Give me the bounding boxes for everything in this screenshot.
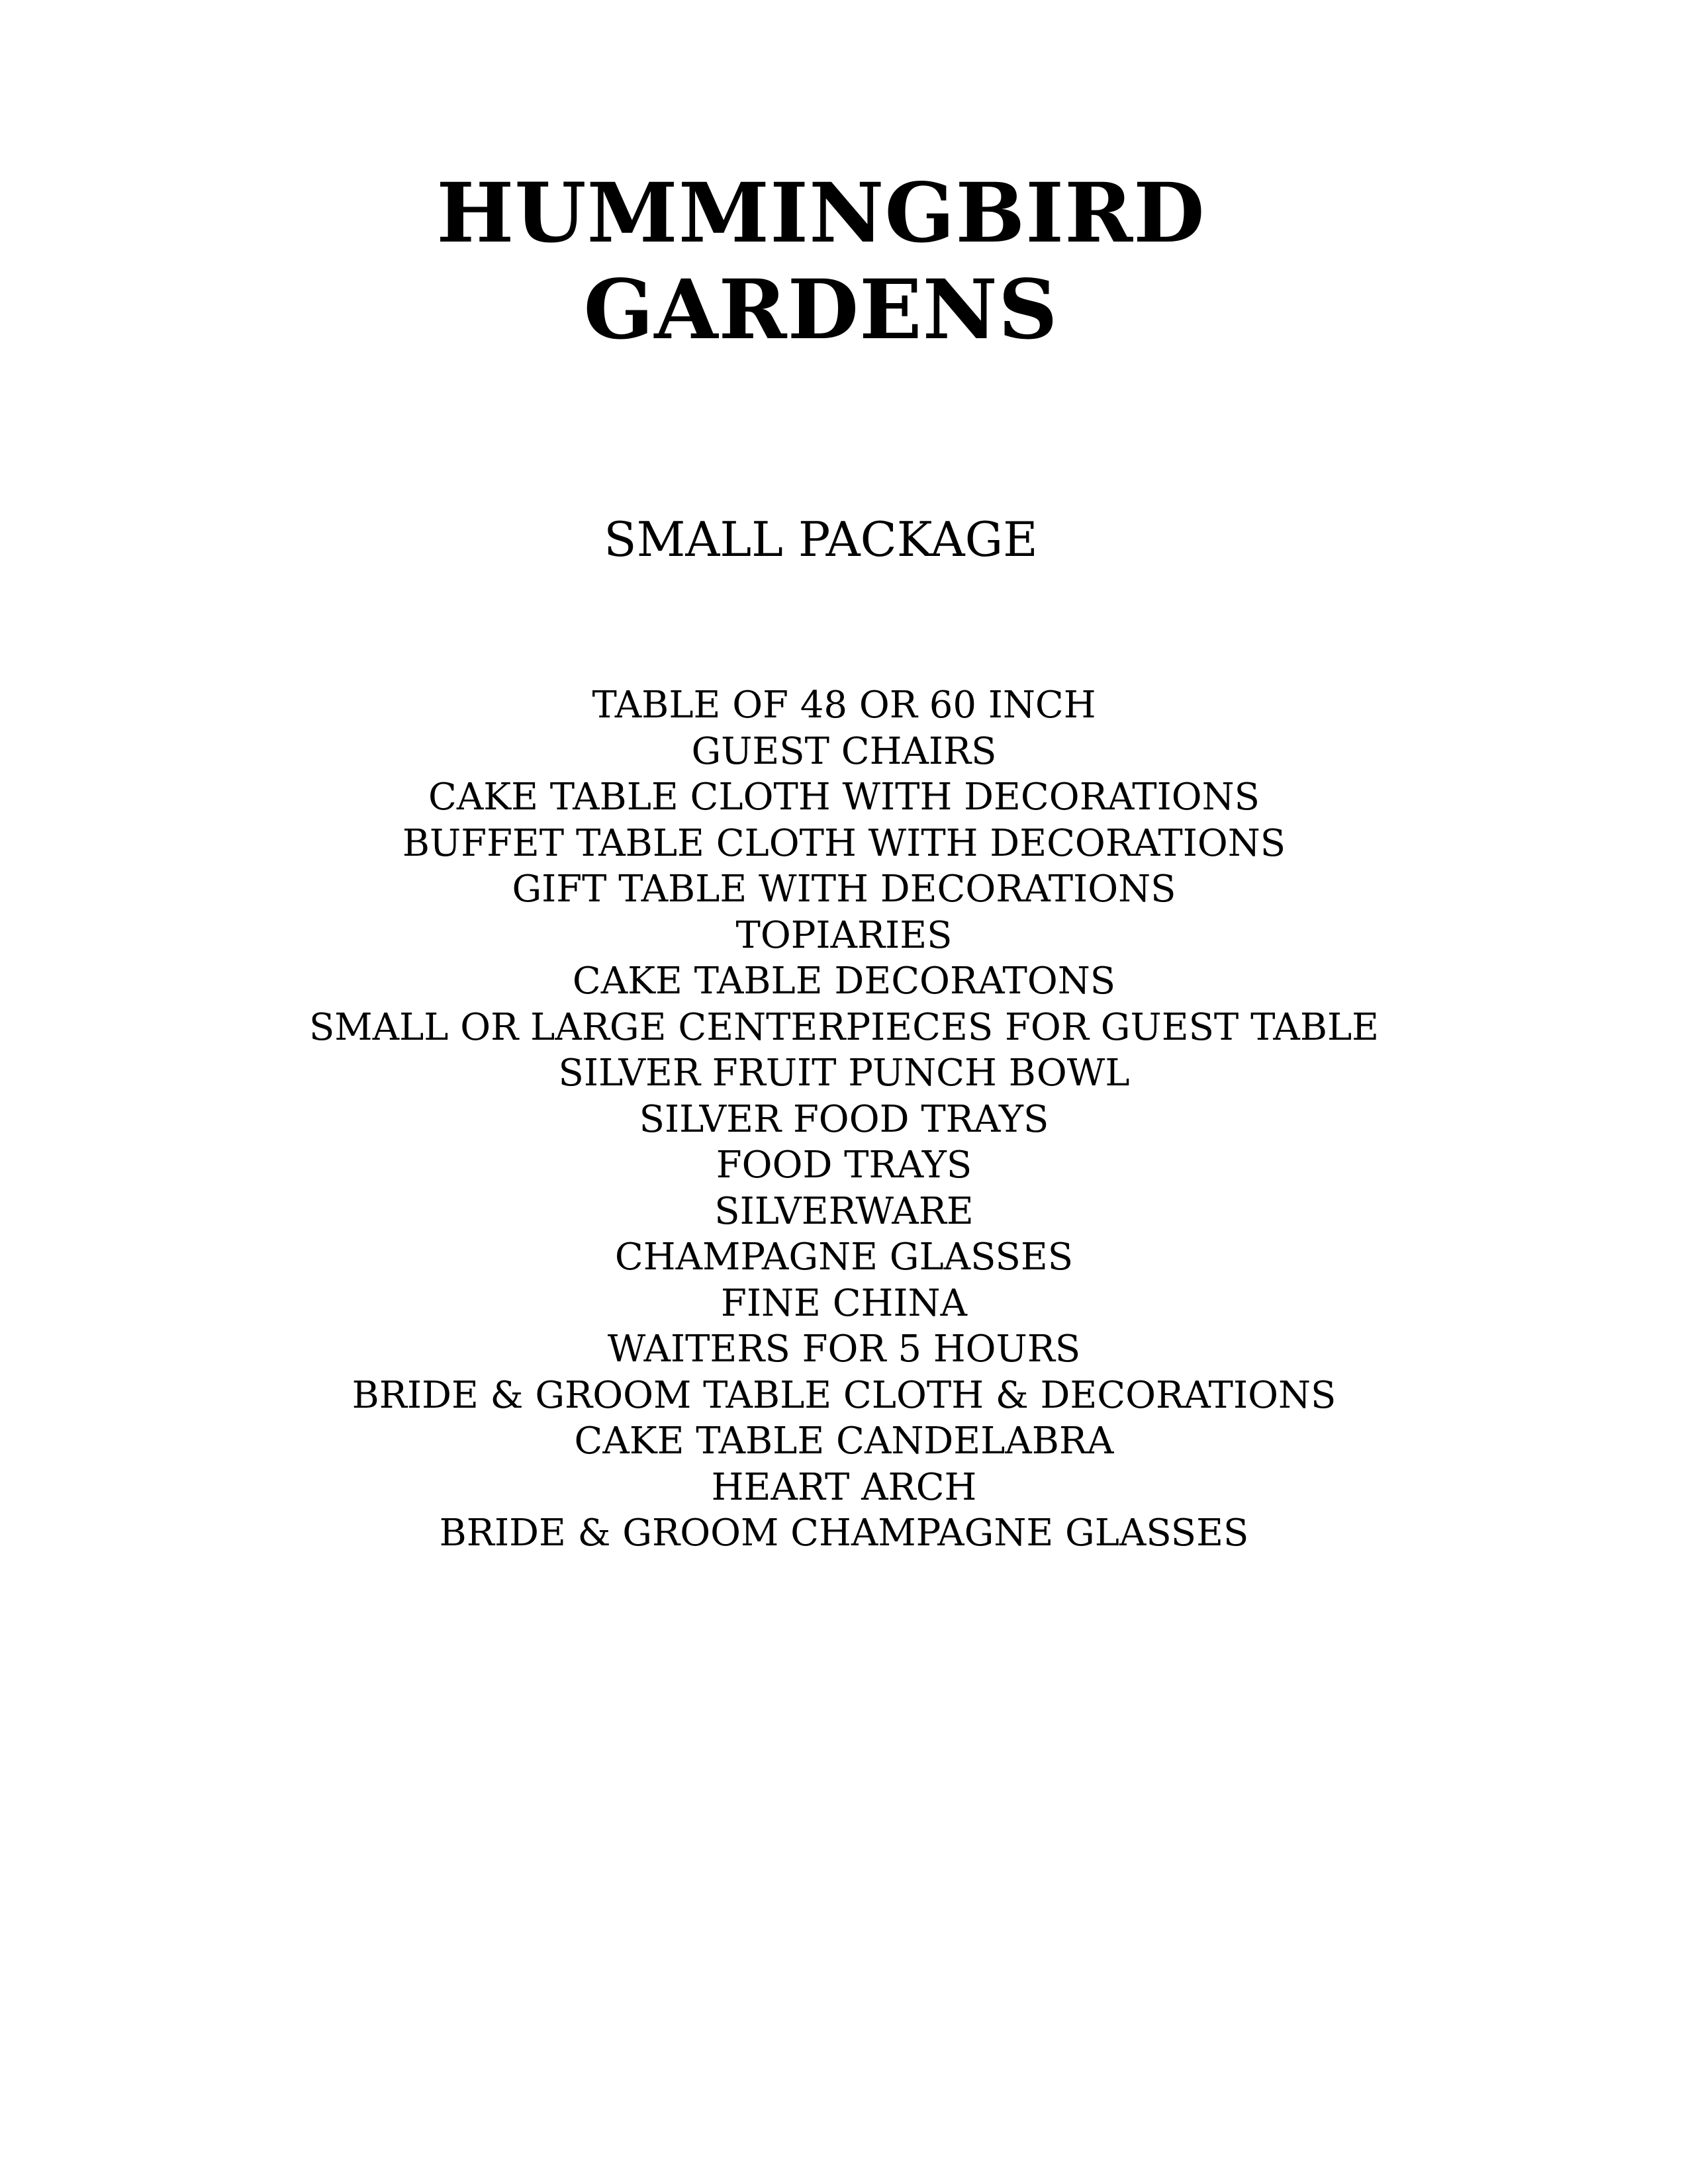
list-item: CAKE TABLE CANDELABRA xyxy=(574,1420,1114,1463)
list-item: HEART ARCH xyxy=(711,1465,977,1509)
list-item: CHAMPAGNE GLASSES xyxy=(614,1236,1074,1279)
list-item: SILVER FOOD TRAYS xyxy=(639,1097,1049,1141)
list-item: SILVERWARE xyxy=(714,1189,974,1233)
list-item: BRIDE & GROOM TABLE CLOTH & DECORATIONS xyxy=(352,1373,1336,1417)
list-item: SILVER FRUIT PUNCH BOWL xyxy=(558,1052,1130,1095)
list-item: FINE CHINA xyxy=(721,1281,967,1325)
list-item: SMALL OR LARGE CENTERPIECES FOR GUEST TABLE xyxy=(308,1005,1380,1049)
list-item: FOOD TRAYS xyxy=(716,1144,972,1187)
list-item: TABLE OF 48 OR 60 INCH xyxy=(592,684,1096,727)
package-name: SMALL PACKAGE xyxy=(604,512,1038,567)
list-item: GIFT TABLE WITH DECORATIONS xyxy=(512,868,1176,911)
list-item: TOPIARIES xyxy=(735,913,953,957)
title-line-1: HUMMINGBIRD xyxy=(436,165,1205,261)
title-line-2: GARDENS xyxy=(583,262,1058,358)
list-item: BUFFET TABLE CLOTH WITH DECORATIONS xyxy=(402,821,1286,865)
list-item: WAITERS FOR 5 HOURS xyxy=(607,1328,1081,1371)
list-item: CAKE TABLE DECORATONS xyxy=(572,960,1116,1003)
list-item: GUEST CHAIRS xyxy=(691,729,997,773)
document-title xyxy=(0,165,1642,359)
list-item: BRIDE & GROOM CHAMPAGNE GLASSES xyxy=(439,1512,1249,1555)
list-item: CAKE TABLE CLOTH WITH DECORATIONS xyxy=(428,776,1260,819)
package-items-list xyxy=(0,682,1688,1557)
